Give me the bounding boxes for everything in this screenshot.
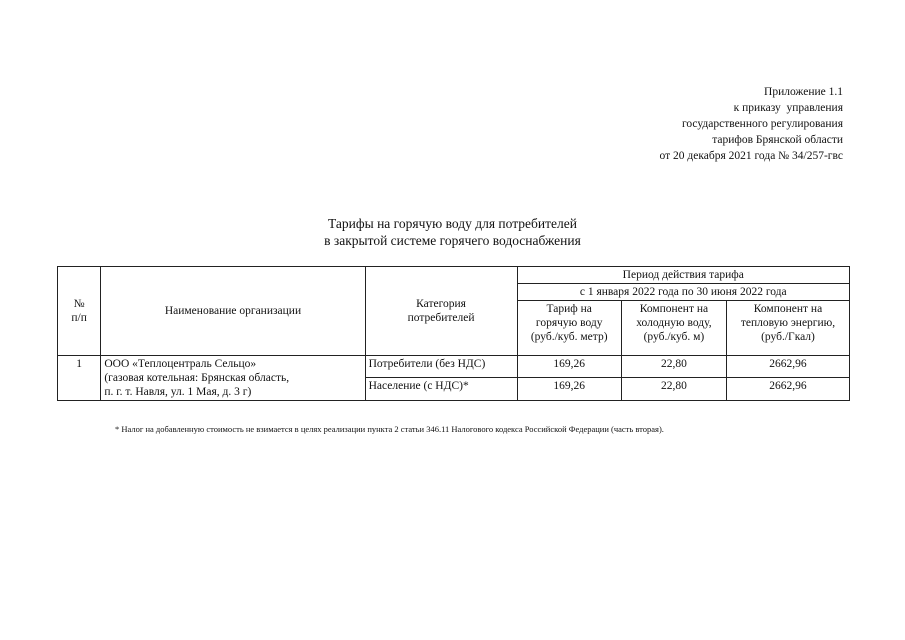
header-period-group: Период действия тарифа [517, 267, 849, 284]
row-tariff-hot-1: 169,26 [517, 356, 621, 378]
footnote: * Налог на добавленную стоимость не взимается в целях реализации пункта 2 статьи 346.11 Налогового кодекса Российской Федерации (часть вторая). [115, 424, 664, 434]
appendix-line-5: от 20 декабря 2021 года № 34/257-гвс [659, 150, 843, 162]
org-name: ООО «Теплоцентраль Сельцо» [104, 358, 257, 370]
header-comp-cold: Компонент на холодную воду, (руб./куб. м) [621, 301, 726, 356]
header-period: с 1 января 2022 года по 30 июня 2022 года [517, 284, 849, 301]
org-address-line-1: (газовая котельная: Брянская область, [104, 372, 290, 384]
org-address-line-2: п. г. т. Навля, ул. 1 Мая, д. 3 г) [104, 386, 252, 398]
header-tariff-hot: Тариф на горячую воду (руб./куб. метр) [517, 301, 621, 356]
row-num: 1 [58, 356, 101, 401]
document-title [0, 215, 905, 249]
title-line-2: в закрытой системе горячего водоснабжения [324, 233, 581, 248]
table-row [58, 356, 850, 378]
appendix-block [660, 84, 843, 164]
row-comp-heat-2: 2662,96 [726, 378, 849, 401]
row-org [101, 356, 365, 401]
appendix-line-3: государственного регулирования [681, 118, 843, 130]
header-comp-heat: Компонент на тепловую энергию, (руб./Гкал) [726, 301, 849, 356]
row-category-2: Население (с НДС)* [365, 378, 517, 401]
header-num: № п/п [58, 267, 101, 356]
tariff-table [57, 266, 850, 401]
row-tariff-hot-2: 169,26 [517, 378, 621, 401]
appendix-line-2: к приказу управления [733, 102, 843, 114]
row-category-1: Потребители (без НДС) [365, 356, 517, 378]
row-comp-heat-1: 2662,96 [726, 356, 849, 378]
appendix-line-1: Приложение 1.1 [764, 86, 843, 98]
row-comp-cold-1: 22,80 [621, 356, 726, 378]
header-category: Категория потребителей [365, 267, 517, 356]
appendix-line-4: тарифов Брянской области [712, 134, 843, 146]
row-comp-cold-2: 22,80 [621, 378, 726, 401]
table-header-row-1 [58, 267, 850, 284]
header-org: Наименование организации [101, 267, 365, 356]
title-line-1: Тарифы на горячую воду для потребителей [328, 216, 577, 231]
